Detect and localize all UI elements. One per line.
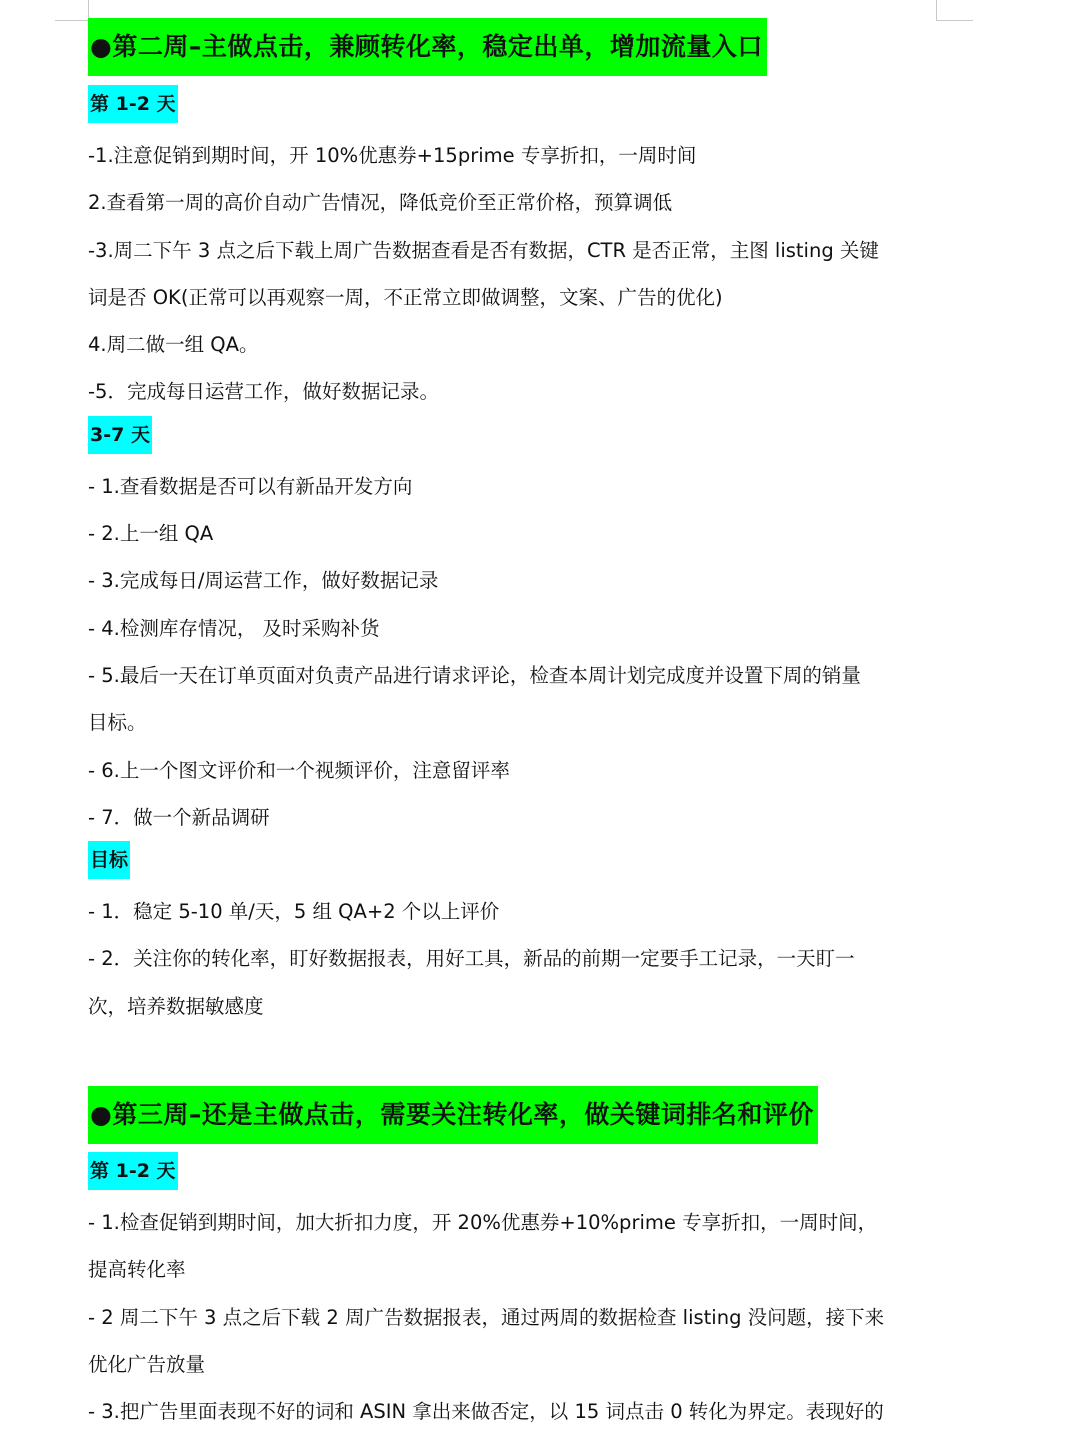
week2-day1-2-label: 第 1-2 天	[88, 85, 178, 123]
week2-day1-2-line-4: 词是否 OK(正常可以再观察一周，不正常立即做调整，文案、广告的优化)	[88, 285, 723, 309]
week2-day1-2-line-6: -5．完成每日运营工作，做好数据记录。	[88, 380, 439, 404]
week3-day1-2-label: 第 1-2 天	[88, 1152, 178, 1190]
week2-heading: ●第二周–主做点击，兼顾转化率，稳定出单，增加流量入口	[88, 18, 767, 76]
week2-goal-line-2: - 2．关注你的转化率，盯好数据报表，用好工具，新品的前期一定要手工记录，一天盯一	[88, 947, 855, 971]
week2-goal-line-3: 次，培养数据敏感度	[88, 994, 264, 1018]
week2-day1-2-line-1: -1.注意促销到期时间，开 10%优惠券+15prime 专享折扣，一周时间	[88, 144, 697, 167]
week2-day3-7-line-8: - 7．做一个新品调研	[88, 805, 270, 829]
week3-day1-2-line-3: - 2 周二下午 3 点之后下载 2 周广告数据报表，通过两周的数据检查 listing 没问题，接下来	[88, 1305, 885, 1329]
week2-goal-label: 目标	[88, 841, 130, 879]
week2-goal-line-1: - 1．稳定 5-10 单/天，5 组 QA+2 个以上评价	[88, 900, 500, 924]
week2-day3-7-line-6: 目标。	[88, 711, 147, 735]
week2-day1-2-line-2: 2.查看第一周的高价自动广告情况，降低竞价至正常价格，预算调低	[88, 191, 673, 215]
week3-day1-2-line-1: - 1.检查促销到期时间，加大折扣力度，开 20%优惠券+10%prime 专享折扣，一周时间，	[88, 1211, 878, 1235]
week3-day1-2-line-2: 提高转化率	[88, 1258, 186, 1282]
page-corner-mark-left	[55, 0, 89, 21]
week3-heading: ●第三周–还是主做点击，需要关注转化率，做关键词排名和评价	[88, 1086, 818, 1144]
week3-day1-2-line-4: 优化广告放量	[88, 1352, 206, 1376]
week2-day3-7-line-7: - 6.上一个图文评价和一个视频评价，注意留评率	[88, 758, 510, 782]
week2-day3-7-line-3: - 3.完成每日/周运营工作，做好数据记录	[88, 569, 439, 593]
week2-day3-7-line-1: - 1.查看数据是否可以有新品开发方向	[88, 474, 413, 498]
week3-day1-2-line-5: - 3.把广告里面表现不好的词和 ASIN 拿出来做否定，以 15 词点击 0 转化为界定。表现好的	[88, 1400, 884, 1424]
week2-day3-7-line-5: - 5.最后一天在订单页面对负责产品进行请求评论，检查本周计划完成度并设置下周的销量	[88, 663, 861, 687]
week2-day3-7-line-4: - 4.检测库存情况， 及时采购补货	[88, 616, 380, 640]
week2-day3-7-label: 3-7 天	[88, 416, 152, 454]
week2-day3-7-line-2: - 2.上一组 QA	[88, 522, 214, 546]
document-page	[88, 18, 948, 1436]
week2-day1-2-line-3: -3.周二下午 3 点之后下载上周广告数据查看是否有数据，CTR 是否正常，主图 listing 关键	[88, 238, 879, 262]
week2-day1-2-line-5: 4.周二做一组 QA。	[88, 333, 259, 357]
